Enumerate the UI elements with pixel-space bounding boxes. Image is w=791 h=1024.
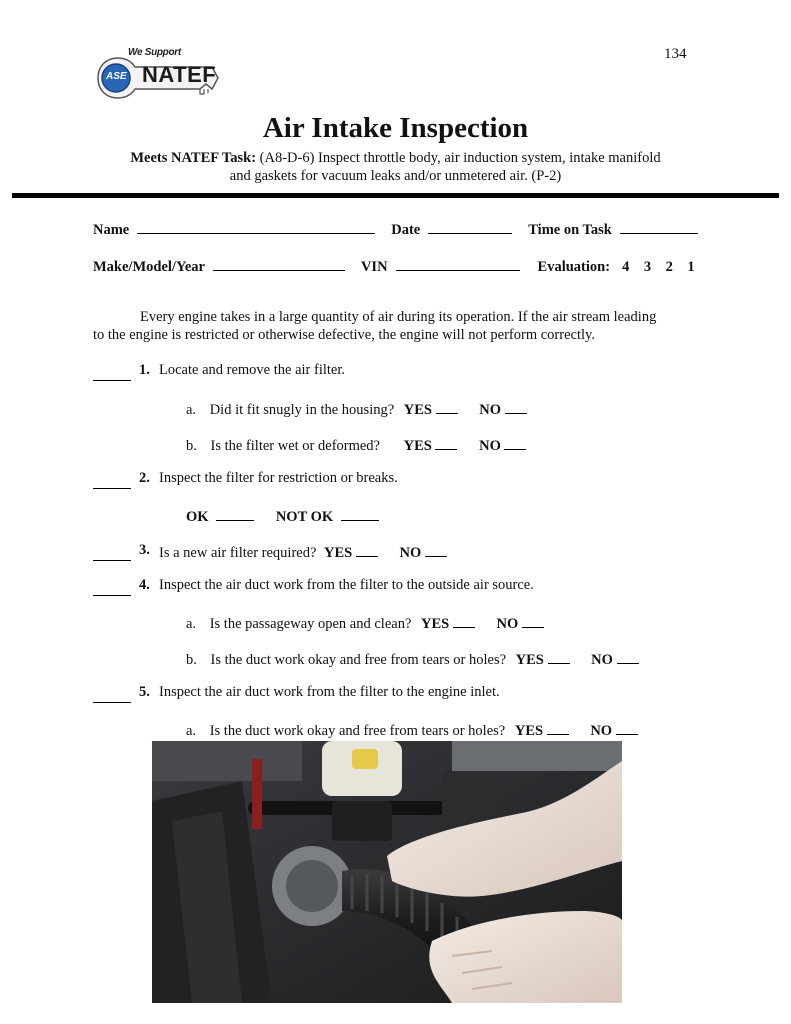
step-4b bbox=[186, 649, 639, 669]
not-ok-label: NOT OK bbox=[275, 509, 334, 525]
logo-ase-text: ASE bbox=[106, 71, 127, 82]
step-1a-no-blank[interactable] bbox=[505, 399, 527, 414]
step-4a-no-blank[interactable] bbox=[522, 613, 544, 628]
step-1b bbox=[186, 435, 526, 455]
natef-logo bbox=[96, 46, 220, 104]
step-4-number: 4. bbox=[139, 577, 150, 593]
evaluation-scores[interactable]: 4 3 2 1 bbox=[622, 259, 695, 275]
no-label: NO bbox=[590, 723, 613, 739]
evaluation-label: Evaluation: bbox=[537, 259, 611, 275]
engine-photo bbox=[152, 741, 622, 1003]
step-2-text: Inspect the filter for restriction or breaks. bbox=[159, 470, 398, 486]
page-title: Air Intake Inspection bbox=[262, 112, 529, 144]
logo-natef-text: NATEF bbox=[142, 62, 217, 87]
step-1b-no-blank[interactable] bbox=[504, 435, 526, 450]
step-3-number: 3. bbox=[139, 542, 150, 558]
step-4b-letter: b. bbox=[186, 652, 197, 668]
divider-rule bbox=[12, 193, 779, 198]
step-5a bbox=[186, 720, 638, 740]
make-model-year-label: Make/Model/Year bbox=[93, 259, 205, 275]
step-4a-yes-blank[interactable] bbox=[453, 613, 475, 628]
step-2-number: 2. bbox=[139, 470, 150, 486]
time-on-task-field[interactable] bbox=[620, 219, 698, 234]
step-5a-text: Is the duct work okay and free from tears or holes? bbox=[209, 723, 506, 739]
task-label: Meets NATEF Task: bbox=[130, 150, 257, 166]
step-3-checkoff[interactable] bbox=[93, 546, 131, 561]
step-1-text: Locate and remove the air filter. bbox=[159, 362, 345, 378]
step-5a-yes-blank[interactable] bbox=[547, 720, 569, 735]
intro-line-1: Every engine takes in a large quantity of air during its operation. If the air stream leading bbox=[140, 309, 657, 325]
yes-label: YES bbox=[324, 545, 353, 561]
yes-label: YES bbox=[515, 652, 544, 668]
date-field[interactable] bbox=[428, 219, 512, 234]
no-label: NO bbox=[479, 438, 501, 454]
step-3-yes-blank[interactable] bbox=[356, 542, 378, 557]
yes-label: YES bbox=[403, 402, 432, 418]
no-label: NO bbox=[399, 545, 422, 561]
no-label: NO bbox=[591, 652, 613, 668]
logo-support-text: We Support bbox=[128, 47, 181, 58]
step-4a-text: Is the passageway open and clean? bbox=[209, 616, 412, 632]
step-2-ok-row bbox=[186, 506, 379, 526]
date-label: Date bbox=[391, 222, 421, 238]
header-row-1 bbox=[93, 219, 698, 239]
step-3-text: Is a new air filter required? bbox=[159, 545, 317, 561]
step-2-not-ok-blank[interactable] bbox=[341, 506, 379, 521]
step-4-text: Inspect the air duct work from the filter to the outside air source. bbox=[159, 577, 534, 593]
no-label: NO bbox=[479, 402, 501, 418]
time-on-task-label: Time on Task bbox=[528, 222, 612, 238]
step-2-ok-blank[interactable] bbox=[216, 506, 254, 521]
step-4b-yes-blank[interactable] bbox=[548, 649, 570, 664]
name-field[interactable] bbox=[137, 219, 375, 234]
step-1b-yes-blank[interactable] bbox=[435, 435, 457, 450]
task-line-2: and gaskets for vacuum leaks and/or unmetered air. (P-2) bbox=[229, 168, 562, 184]
step-5-text: Inspect the air duct work from the filter to the engine inlet. bbox=[159, 684, 500, 700]
vin-field[interactable] bbox=[396, 256, 520, 271]
step-1a-yes-blank[interactable] bbox=[436, 399, 458, 414]
step-5a-letter: a. bbox=[186, 723, 197, 739]
step-1b-letter: b. bbox=[186, 438, 197, 454]
task-line1-text: (A8-D-6) Inspect throttle body, air induction system, intake manifold bbox=[259, 150, 661, 166]
step-5-number: 5. bbox=[139, 684, 150, 700]
yes-label: YES bbox=[514, 723, 544, 739]
step-1-number: 1. bbox=[139, 362, 150, 378]
step-2-checkoff[interactable] bbox=[93, 474, 131, 489]
step-1-checkoff[interactable] bbox=[93, 366, 131, 381]
step-5-checkoff[interactable] bbox=[93, 688, 131, 703]
name-label: Name bbox=[93, 222, 130, 238]
step-1a-letter: a. bbox=[186, 402, 197, 418]
header-row-2 bbox=[93, 256, 695, 276]
no-label: NO bbox=[496, 616, 519, 632]
yes-label: YES bbox=[421, 616, 450, 632]
task-line-1 bbox=[0, 150, 791, 167]
step-4a-letter: a. bbox=[186, 616, 197, 632]
step-4-checkoff[interactable] bbox=[93, 581, 131, 596]
engine-photo-illustration bbox=[152, 741, 622, 1003]
ok-label: OK bbox=[186, 509, 209, 525]
vin-label: VIN bbox=[360, 259, 388, 275]
step-3-no-blank[interactable] bbox=[425, 542, 447, 557]
step-4b-text: Is the duct work okay and free from tears or holes? bbox=[210, 652, 507, 668]
step-4b-no-blank[interactable] bbox=[617, 649, 639, 664]
step-3-row bbox=[159, 542, 447, 562]
make-model-year-field[interactable] bbox=[213, 256, 345, 271]
step-1a-text: Did it fit snugly in the housing? bbox=[209, 402, 395, 418]
page-number: 134 bbox=[664, 46, 687, 62]
step-4a bbox=[186, 613, 544, 633]
intro-line-2: to the engine is restricted or otherwise defective, the engine will not perform correctly. bbox=[93, 327, 595, 343]
step-5a-no-blank[interactable] bbox=[616, 720, 638, 735]
step-1b-text: Is the filter wet or deformed? bbox=[210, 438, 380, 454]
yes-label: YES bbox=[403, 438, 432, 454]
step-1a bbox=[186, 399, 527, 419]
